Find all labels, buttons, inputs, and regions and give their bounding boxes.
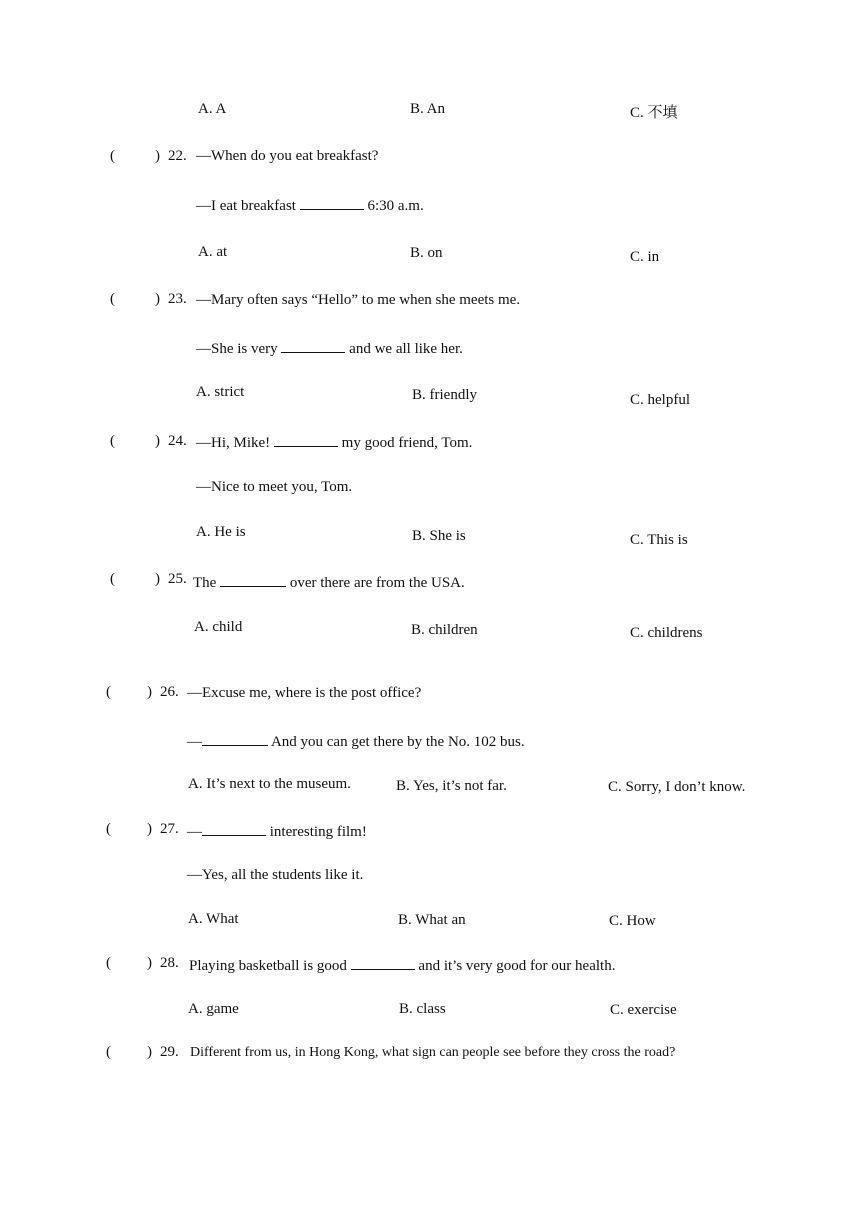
q25-answer-bracket[interactable]: ( — [110, 571, 115, 587]
q27-option-b: B. What an — [398, 912, 466, 928]
q22-question: —When do you eat breakfast? — [196, 148, 379, 164]
q23-answer-bracket[interactable]: ( — [110, 291, 115, 307]
q24-bracket-close: ) — [155, 433, 160, 449]
q28-question-after: and it’s very good for our health. — [418, 958, 616, 974]
q26-response — [187, 731, 525, 751]
q25-question — [193, 572, 465, 592]
q24-response: —Nice to meet you, Tom. — [196, 479, 353, 495]
q27-question — [187, 821, 367, 841]
q26-response-after: And you can get there by the No. 102 bus. — [270, 734, 525, 750]
q28-option-b: B. class — [399, 1001, 446, 1017]
q23-bracket-close: ) — [155, 291, 160, 307]
q28-option-c: C. exercise — [610, 1002, 677, 1018]
q26-response-before: — — [187, 734, 202, 750]
q25-option-b: B. children — [411, 622, 478, 638]
q24-question-before: —Hi, Mike! — [196, 435, 271, 451]
q22-response-after: 6:30 a.m. — [367, 198, 424, 214]
q25-question-before: The — [193, 575, 217, 591]
q26-option-b: B. Yes, it’s not far. — [396, 778, 507, 794]
q23-option-b: B. friendly — [412, 387, 477, 403]
q27-bracket-close: ) — [147, 821, 152, 837]
q22-response-before: —I eat breakfast — [196, 198, 296, 214]
q27-response: —Yes, all the students like it. — [187, 867, 364, 883]
q27-option-c: C. How — [609, 913, 656, 929]
q22-blank[interactable] — [300, 195, 364, 210]
q28-blank[interactable] — [351, 955, 415, 970]
q21-option-c: C. 不填 — [630, 105, 678, 121]
q25-blank[interactable] — [220, 572, 286, 587]
q22-answer-bracket[interactable]: ( — [110, 148, 115, 164]
q23-response-before: —She is very — [196, 341, 278, 357]
q21-option-a: A. A — [198, 101, 227, 117]
q29-number: 29. — [160, 1044, 179, 1060]
q25-bracket-close: ) — [155, 571, 160, 587]
q24-option-b: B. She is — [412, 528, 466, 544]
q28-question-before: Playing basketball is good — [189, 958, 347, 974]
q25-number: 25. — [168, 571, 187, 587]
q28-option-a: A. game — [188, 1001, 239, 1017]
q23-option-a: A. strict — [196, 384, 245, 400]
q28-answer-bracket[interactable]: ( — [106, 955, 111, 971]
q22-option-b: B. on — [410, 245, 443, 261]
q21-option-b: B. An — [410, 101, 446, 117]
q27-option-a: A. What — [188, 911, 239, 927]
q22-number: 22. — [168, 148, 187, 164]
q29-bracket-close: ) — [147, 1044, 152, 1060]
q26-blank[interactable] — [202, 731, 268, 746]
q22-option-a: A. at — [198, 244, 228, 260]
q23-option-c: C. helpful — [630, 392, 690, 408]
q26-option-a: A. It’s next to the museum. — [188, 776, 351, 792]
q24-answer-bracket[interactable]: ( — [110, 433, 115, 449]
q24-number: 24. — [168, 433, 187, 449]
q25-option-c: C. childrens — [630, 625, 703, 641]
q25-option-a: A. child — [194, 619, 243, 635]
q29-question: Different from us, in Hong Kong, what sign can people see before they cross the road? — [190, 1045, 676, 1060]
q23-number: 23. — [168, 291, 187, 307]
q28-number: 28. — [160, 955, 179, 971]
q27-question-before: — — [187, 824, 202, 840]
q26-bracket-close: ) — [147, 684, 152, 700]
q23-question: —Mary often says “Hello” to me when she meets me. — [196, 292, 521, 308]
q23-response — [196, 338, 463, 358]
q28-bracket-close: ) — [147, 955, 152, 971]
q27-blank[interactable] — [202, 821, 266, 836]
q22-bracket-close: ) — [155, 148, 160, 164]
q24-question-after: my good friend, Tom. — [341, 435, 473, 451]
q24-question — [196, 432, 472, 452]
q25-question-after: over there are from the USA. — [289, 575, 465, 591]
q26-number: 26. — [160, 684, 179, 700]
q22-option-c: C. in — [630, 249, 660, 265]
q24-option-c: C. This is — [630, 532, 688, 548]
q27-answer-bracket[interactable]: ( — [106, 821, 111, 837]
q24-option-a: A. He is — [196, 524, 246, 540]
q26-question: —Excuse me, where is the post office? — [187, 685, 422, 701]
q24-blank[interactable] — [274, 432, 338, 447]
q28-question — [189, 955, 615, 975]
q27-number: 27. — [160, 821, 179, 837]
q29-answer-bracket[interactable]: ( — [106, 1044, 111, 1060]
q23-blank[interactable] — [281, 338, 345, 353]
q27-question-after: interesting film! — [269, 824, 367, 840]
q22-response — [196, 195, 424, 215]
q26-answer-bracket[interactable]: ( — [106, 684, 111, 700]
q26-option-c: C. Sorry, I don’t know. — [608, 779, 746, 795]
q23-response-after: and we all like her. — [349, 341, 463, 357]
